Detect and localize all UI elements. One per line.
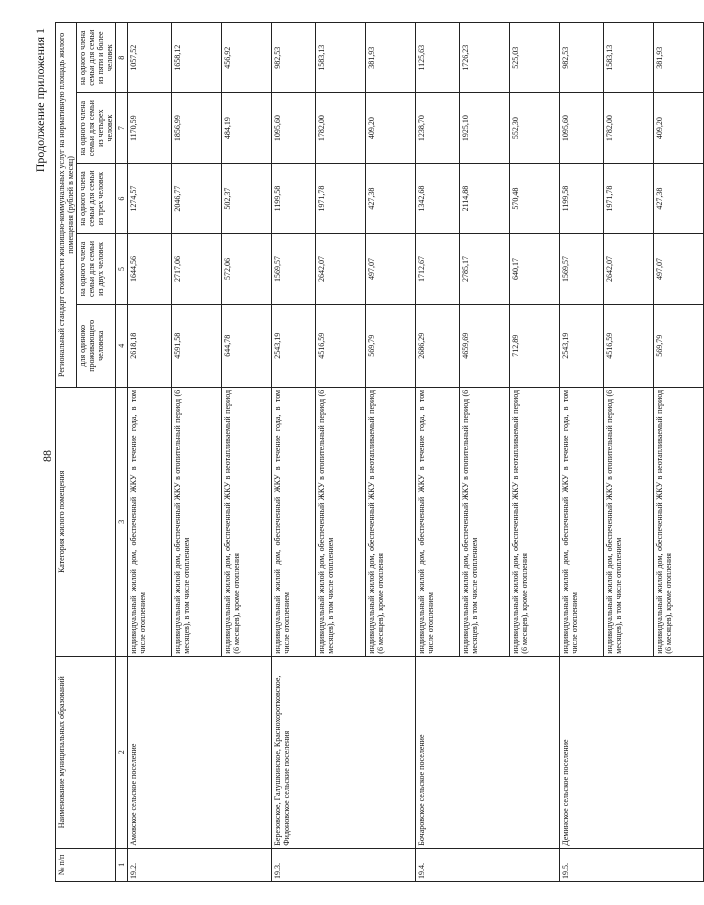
- housing-category: индивидуальный жилой дом, обеспеченный ЖКУ в течение года, в том числе отоплением: [560, 387, 604, 656]
- standard-value: 1583,13: [316, 23, 366, 93]
- standard-value: 484,19: [222, 93, 272, 163]
- row-number: 19.2.: [128, 848, 272, 881]
- standard-value: 497,07: [366, 234, 416, 304]
- standard-value: 1644,56: [128, 234, 172, 304]
- standard-value: 409,20: [654, 93, 704, 163]
- standard-value: 1583,13: [604, 23, 654, 93]
- standard-value: 4516,59: [604, 304, 654, 387]
- housing-category: индивидуальный жилой дом, обеспеченный ЖКУ в течение года, в том числе отоплением: [416, 387, 460, 656]
- col-number: 6: [116, 163, 128, 233]
- row-number: 19.4.: [416, 848, 560, 881]
- standard-value: 1170,59: [128, 93, 172, 163]
- table-row: [560, 23, 604, 882]
- housing-category: индивидуальный жилой дом, обеспеченный ЖКУ в течение года, в том числе отоплением: [128, 387, 172, 656]
- col-number: 2: [116, 656, 128, 848]
- header-no: № п/п: [56, 848, 116, 881]
- standard-value: 1782,00: [316, 93, 366, 163]
- standard-value: 570,48: [510, 163, 560, 233]
- standard-value: 1057,52: [128, 23, 172, 93]
- municipality-name: Амовское сельское поселение: [128, 656, 272, 848]
- standard-value: 1199,58: [272, 163, 316, 233]
- housing-category: индивидуальный жилой дом, обеспеченный ЖКУ в отопительный период (6 месяцев), в том числе отоплением: [604, 387, 654, 656]
- standards-table: [55, 22, 704, 882]
- header-sub: на одного члена семьи для семьи из четырех человек: [77, 93, 116, 163]
- standard-value: 1342,68: [416, 163, 460, 233]
- standard-value: 1658,12: [172, 23, 222, 93]
- housing-category: индивидуальный жилой дом, обеспеченный ЖКУ в отопительный период (6 месяцев), в том числе отоплением: [172, 387, 222, 656]
- standard-value: 569,79: [654, 304, 704, 387]
- housing-category: индивидуальный жилой дом, обеспеченный ЖКУ в неотапливаемый период (6 месяцев), кроме отопления: [510, 387, 560, 656]
- standard-value: 982,53: [560, 23, 604, 93]
- standard-value: 1971,78: [604, 163, 654, 233]
- standard-value: 381,93: [366, 23, 416, 93]
- housing-category: индивидуальный жилой дом, обеспеченный ЖКУ в неотапливаемый период (6 месяцев), кроме отопления: [222, 387, 272, 656]
- standard-value: 1095,60: [560, 93, 604, 163]
- standard-value: 2686,29: [416, 304, 460, 387]
- table-row: [128, 23, 172, 882]
- standard-value: 1238,70: [416, 93, 460, 163]
- row-number: 19.5.: [560, 848, 704, 881]
- standard-value: 525,03: [510, 23, 560, 93]
- col-number: 3: [116, 387, 128, 656]
- standard-value: 4659,69: [460, 304, 510, 387]
- standard-value: 1199,58: [560, 163, 604, 233]
- standard-value: 502,37: [222, 163, 272, 233]
- municipality-name: Березовское, Галушкинское, Краснохоротковское, Фидоновское сельские поселения: [272, 656, 416, 848]
- standard-value: 381,93: [654, 23, 704, 93]
- standard-value: 2717,06: [172, 234, 222, 304]
- municipality-name: Бочаровское сельское поселение: [416, 656, 560, 848]
- housing-category: индивидуальный жилой дом, обеспеченный ЖКУ в неотапливаемый период (6 месяцев), кроме отопления: [366, 387, 416, 656]
- header-sub: на одного члена семьи для семьи из трех человек: [77, 163, 116, 233]
- municipality-name: Деминское сельское поселение: [560, 656, 704, 848]
- header-number-row: [116, 23, 128, 882]
- standard-value: 552,30: [510, 93, 560, 163]
- table-row: [416, 23, 460, 882]
- row-number: 19.3.: [272, 848, 416, 881]
- standard-value: 1712,67: [416, 234, 460, 304]
- standard-value: 2785,17: [460, 234, 510, 304]
- col-number: 1: [116, 848, 128, 881]
- standard-value: 712,89: [510, 304, 560, 387]
- standard-value: 2642,07: [604, 234, 654, 304]
- standard-value: 640,17: [510, 234, 560, 304]
- col-number: 4: [116, 304, 128, 387]
- table-body: [128, 23, 704, 882]
- standard-value: 456,92: [222, 23, 272, 93]
- standard-value: 1095,60: [272, 93, 316, 163]
- standard-value: 2046,77: [172, 163, 222, 233]
- rotated-page: [30, 22, 673, 882]
- standard-value: 409,20: [366, 93, 416, 163]
- col-number: 7: [116, 93, 128, 163]
- standard-value: 1856,99: [172, 93, 222, 163]
- standard-value: 569,79: [366, 304, 416, 387]
- standard-value: 572,06: [222, 234, 272, 304]
- table-row: [272, 23, 316, 882]
- standard-value: 2618,18: [128, 304, 172, 387]
- header-standard-group: Региональный стандарт стоимости жилищно-коммунальных услуг на нормативную площадь жилого помещения (рублей в месяц): [56, 23, 77, 388]
- standard-value: 1726,23: [460, 23, 510, 93]
- standard-value: 982,53: [272, 23, 316, 93]
- standard-value: 427,38: [366, 163, 416, 233]
- standard-value: 4591,58: [172, 304, 222, 387]
- header-name: Наименование муниципальных образований: [56, 656, 116, 848]
- header-sub: на одного члена семьи для семьи из пяти и более человек: [77, 23, 116, 93]
- standard-value: 1782,00: [604, 93, 654, 163]
- housing-category: индивидуальный жилой дом, обеспеченный ЖКУ в отопительный период (6 месяцев), в том числе отоплением: [316, 387, 366, 656]
- standard-value: 427,38: [654, 163, 704, 233]
- header-category: Категория жилого помещения: [56, 387, 116, 656]
- col-number: 8: [116, 23, 128, 93]
- housing-category: индивидуальный жилой дом, обеспеченный ЖКУ в отопительный период (6 месяцев), в том числе отоплением: [460, 387, 510, 656]
- standard-value: 2642,07: [316, 234, 366, 304]
- col-number: 5: [116, 234, 128, 304]
- standard-value: 497,07: [654, 234, 704, 304]
- header-sub: на одного члена семьи для семьи из двух человек: [77, 234, 116, 304]
- standard-value: 4516,59: [316, 304, 366, 387]
- standard-value: 2543,19: [272, 304, 316, 387]
- standard-value: 644,78: [222, 304, 272, 387]
- standard-value: 1925,10: [460, 93, 510, 163]
- standard-value: 1274,57: [128, 163, 172, 233]
- housing-category: индивидуальный жилой дом, обеспеченный ЖКУ в неотапливаемый период (6 месяцев), кроме отопления: [654, 387, 704, 656]
- standard-value: 1971,78: [316, 163, 366, 233]
- header-row-1: [56, 23, 77, 882]
- standard-value: 1569,57: [560, 234, 604, 304]
- page-number: 88: [40, 450, 54, 462]
- header-sub: для одиноко проживающего человека: [77, 304, 116, 387]
- standard-value: 1569,57: [272, 234, 316, 304]
- standard-value: 2114,88: [460, 163, 510, 233]
- housing-category: индивидуальный жилой дом, обеспеченный ЖКУ в течение года, в том числе отоплением: [272, 387, 316, 656]
- standard-value: 1125,63: [416, 23, 460, 93]
- standard-value: 2543,19: [560, 304, 604, 387]
- continuation-label: Продолжение приложения 1: [33, 28, 47, 173]
